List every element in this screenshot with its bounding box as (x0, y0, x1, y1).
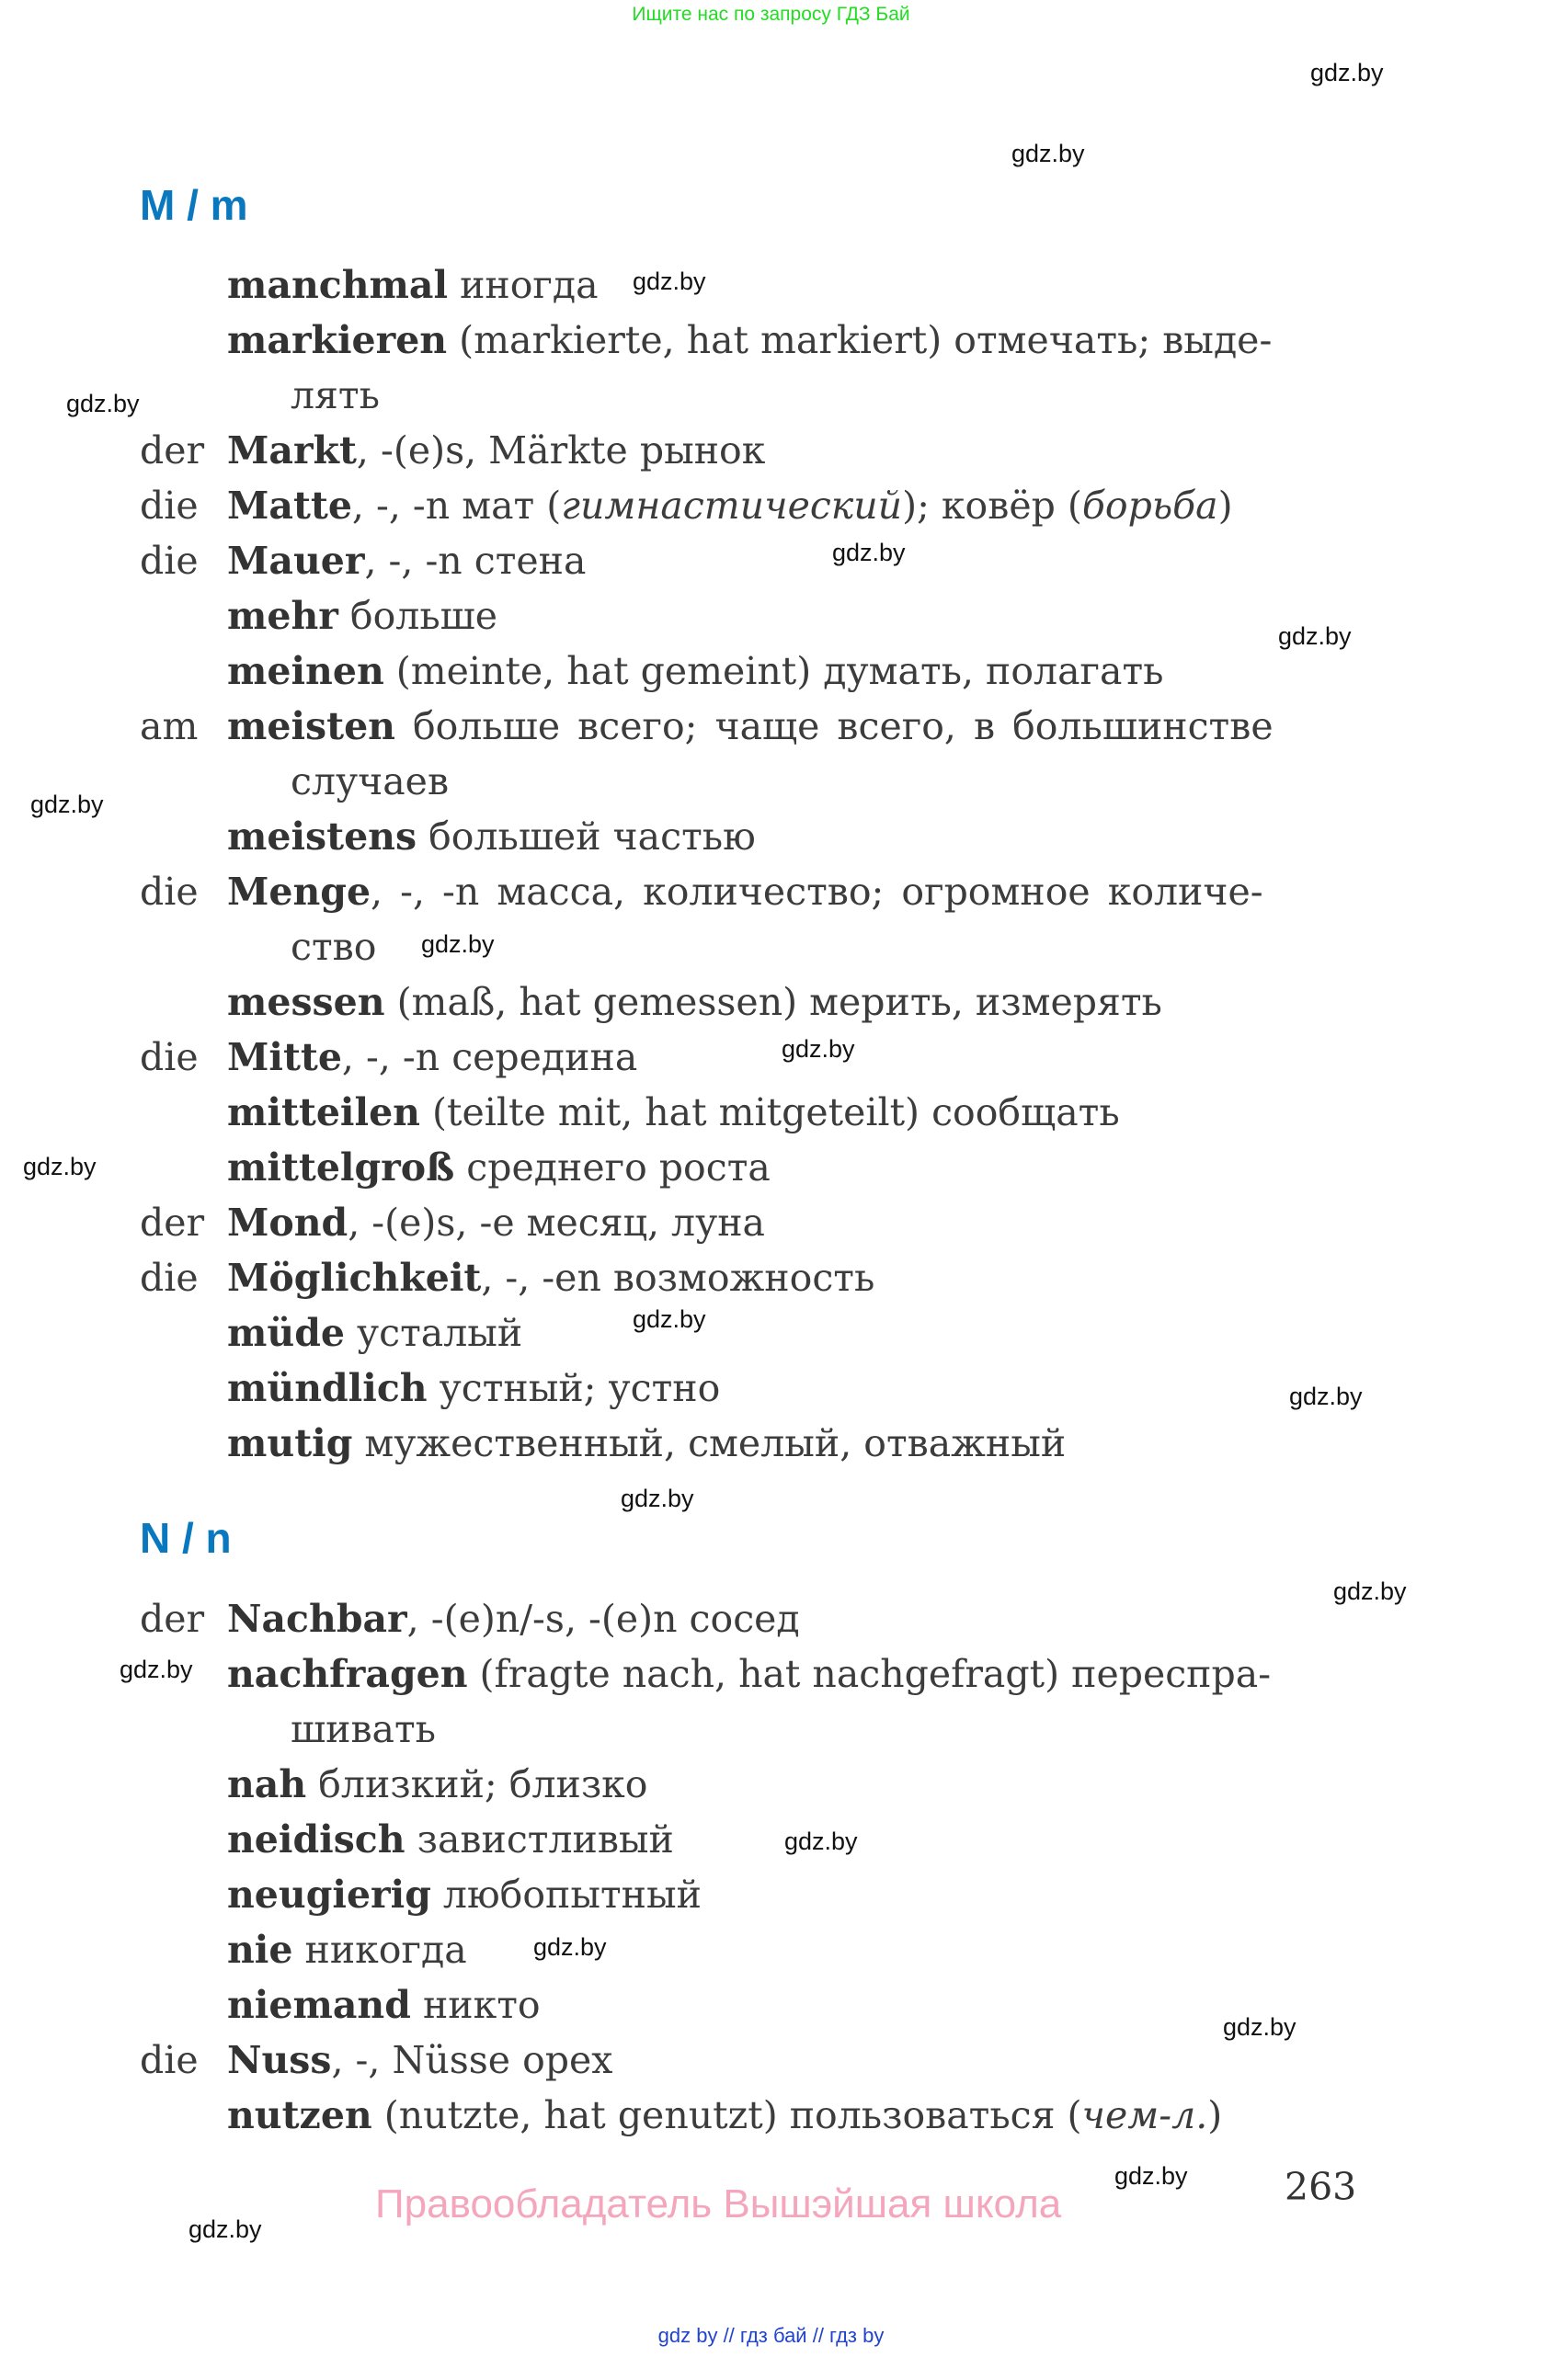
dictionary-entry (227, 2033, 612, 2088)
definition: завистливый (405, 1817, 674, 1862)
watermark: gdz.by (782, 1035, 855, 1063)
dictionary-entry (227, 643, 1163, 699)
watermark: gdz.by (30, 791, 104, 818)
headword: Nuss (227, 2038, 332, 2082)
definition: , -, Nüsse орех (331, 2038, 613, 2082)
watermark: gdz.by (188, 2215, 262, 2243)
definition: большей частью (417, 814, 756, 859)
watermark: gdz.by (421, 930, 495, 958)
definition: больше (337, 594, 498, 638)
dictionary-entry (227, 1305, 522, 1361)
watermark: gdz.by (120, 1656, 193, 1683)
watermark: gdz.by (1333, 1577, 1407, 1605)
headword: Möglichkeit (227, 1256, 482, 1300)
definition-continuation: ство (291, 925, 377, 969)
definition: (nutzte, hat genutzt) пользоваться ( (371, 2093, 1082, 2137)
definition: (teilte mit, hat mitgeteilt) сообщать (419, 1090, 1120, 1134)
article: der (140, 1201, 205, 1245)
dictionary-entry (227, 864, 1263, 919)
dictionary-entry (227, 257, 599, 313)
headword: nah (227, 1762, 307, 1806)
watermark: gdz.by (1310, 59, 1384, 86)
definition: больше всего; чаще всего, в большинстве (394, 704, 1274, 748)
article: die (140, 870, 199, 914)
dictionary-entry (227, 699, 1274, 754)
headword: meisten (227, 704, 395, 748)
definition-note: гимнастический (561, 484, 903, 528)
copyright-notice: Правообладатель Вышэйшая школа (375, 2181, 1062, 2226)
definition: (maß, hat gemessen) мерить, измерять (384, 980, 1162, 1024)
headword: Nachbar (227, 1597, 407, 1641)
definition-continuation: лять (291, 373, 380, 417)
headword: müde (227, 1311, 345, 1355)
watermark: gdz.by (784, 1828, 858, 1855)
headword: nachfragen (227, 1652, 468, 1696)
dictionary-entry (227, 1250, 874, 1305)
definition: , -, -n масса, количество; огромное количе- (371, 870, 1263, 914)
dictionary-entry (227, 1922, 467, 1977)
headword: neidisch (227, 1817, 405, 1862)
definition: никто (410, 1983, 541, 2027)
headword: Matte (227, 484, 352, 528)
definition: усталый (344, 1311, 523, 1355)
article: die (140, 1035, 199, 1079)
dictionary-entry (227, 1195, 765, 1250)
definition-note: борьба (1081, 484, 1218, 528)
definition: , -, -en возможность (481, 1256, 875, 1300)
definition: близкий; близко (306, 1762, 648, 1806)
watermark: gdz.by (832, 539, 906, 566)
watermark: gdz.by (621, 1485, 694, 1512)
definition: среднего роста (454, 1145, 771, 1190)
dictionary-entry (227, 478, 1233, 533)
article: am (140, 704, 199, 748)
definition: (markierte, hat markiert) отмечать; выде- (447, 318, 1273, 362)
dictionary-entry (227, 588, 497, 643)
dictionary-entry (227, 1030, 637, 1085)
definition: (fragte nach, hat nachgefragt) переспра- (467, 1652, 1272, 1696)
dictionary-entry (227, 533, 586, 588)
headword: Mond (227, 1201, 348, 1245)
watermark: gdz.by (1114, 2162, 1188, 2190)
headword: meistens (227, 814, 417, 859)
definition: никогда (292, 1928, 467, 1972)
dictionary-entry (227, 1416, 1066, 1471)
headword: mündlich (227, 1366, 428, 1410)
watermark: gdz.by (533, 1933, 607, 1961)
headword: Mitte (227, 1035, 342, 1079)
definition: , -, -n середина (341, 1035, 638, 1079)
headword: nutzen (227, 2093, 372, 2137)
definition-continuation: шивать (291, 1707, 436, 1751)
headword: markieren (227, 318, 448, 362)
dictionary-entry (227, 1757, 648, 1812)
dictionary-entry (227, 1812, 674, 1867)
watermark: gdz.by (1289, 1383, 1363, 1410)
dictionary-entry (227, 1591, 800, 1646)
headword: Menge (227, 870, 371, 914)
definition: любопытный (430, 1873, 702, 1917)
dictionary-entry (227, 1977, 541, 2033)
dictionary-entry (227, 2088, 1222, 2143)
article: die (140, 1256, 199, 1300)
watermark: gdz.by (66, 390, 140, 417)
article: der (140, 1597, 205, 1641)
definition: , -, -n мат ( (351, 484, 562, 528)
headword: neugierig (227, 1873, 431, 1917)
headword: Mauer (227, 539, 365, 583)
definition-note: чем-л. (1081, 2093, 1208, 2137)
top-banner[interactable]: Ищите нас по запросу ГДЗ Бай (632, 4, 910, 25)
headword: mittelgroß (227, 1145, 455, 1190)
headword: mitteilen (227, 1090, 420, 1134)
watermark: gdz.by (633, 268, 706, 295)
article: der (140, 428, 205, 473)
headword: messen (227, 980, 385, 1024)
dictionary-entry (227, 313, 1272, 368)
definition: , -(e)n/-s, -(e)n сосед (406, 1597, 800, 1641)
watermark: gdz.by (1011, 140, 1085, 167)
definition: (meinte, hat gemeint) думать, полагать (383, 649, 1164, 693)
watermark: gdz.by (633, 1305, 706, 1333)
dictionary-entry (227, 1646, 1271, 1702)
definition: , -(e)s, -e месяц, луна (348, 1201, 766, 1245)
footer-links[interactable]: gdz by // гдз бай // гдз by (657, 2324, 885, 2347)
article: die (140, 484, 199, 528)
headword: niemand (227, 1983, 411, 2027)
definition-continuation: случаев (291, 759, 450, 803)
definition: устный; устно (427, 1366, 721, 1410)
watermark: gdz.by (23, 1153, 97, 1180)
headword: nie (227, 1928, 293, 1972)
dictionary-entry (227, 1867, 702, 1922)
definition: иногда (448, 263, 599, 307)
section-letter-m: M / m (140, 181, 248, 229)
dictionary-entry (227, 423, 765, 478)
definition: , -, -n стена (364, 539, 587, 583)
definition: ) (1217, 484, 1233, 528)
headword: mutig (227, 1421, 353, 1465)
definition: мужественный, смелый, отважный (352, 1421, 1067, 1465)
page-number: 263 (1285, 2165, 1357, 2209)
section-letter-n: N / n (140, 1514, 232, 1562)
headword: mehr (227, 594, 338, 638)
dictionary-entry (227, 809, 756, 864)
headword: manchmal (227, 263, 449, 307)
article: die (140, 539, 199, 583)
definition: , -(e)s, Märkte рынок (356, 428, 766, 473)
article: die (140, 2038, 199, 2082)
dictionary-entry (227, 1085, 1120, 1140)
dictionary-entry (227, 1140, 771, 1195)
headword: meinen (227, 649, 384, 693)
dictionary-entry (227, 1361, 720, 1416)
watermark: gdz.by (1223, 2013, 1296, 2041)
dictionary-entry (227, 974, 1162, 1030)
watermark: gdz.by (1278, 622, 1352, 650)
definition: ); ковёр ( (902, 484, 1082, 528)
definition: ) (1207, 2093, 1223, 2137)
headword: Markt (227, 428, 357, 473)
